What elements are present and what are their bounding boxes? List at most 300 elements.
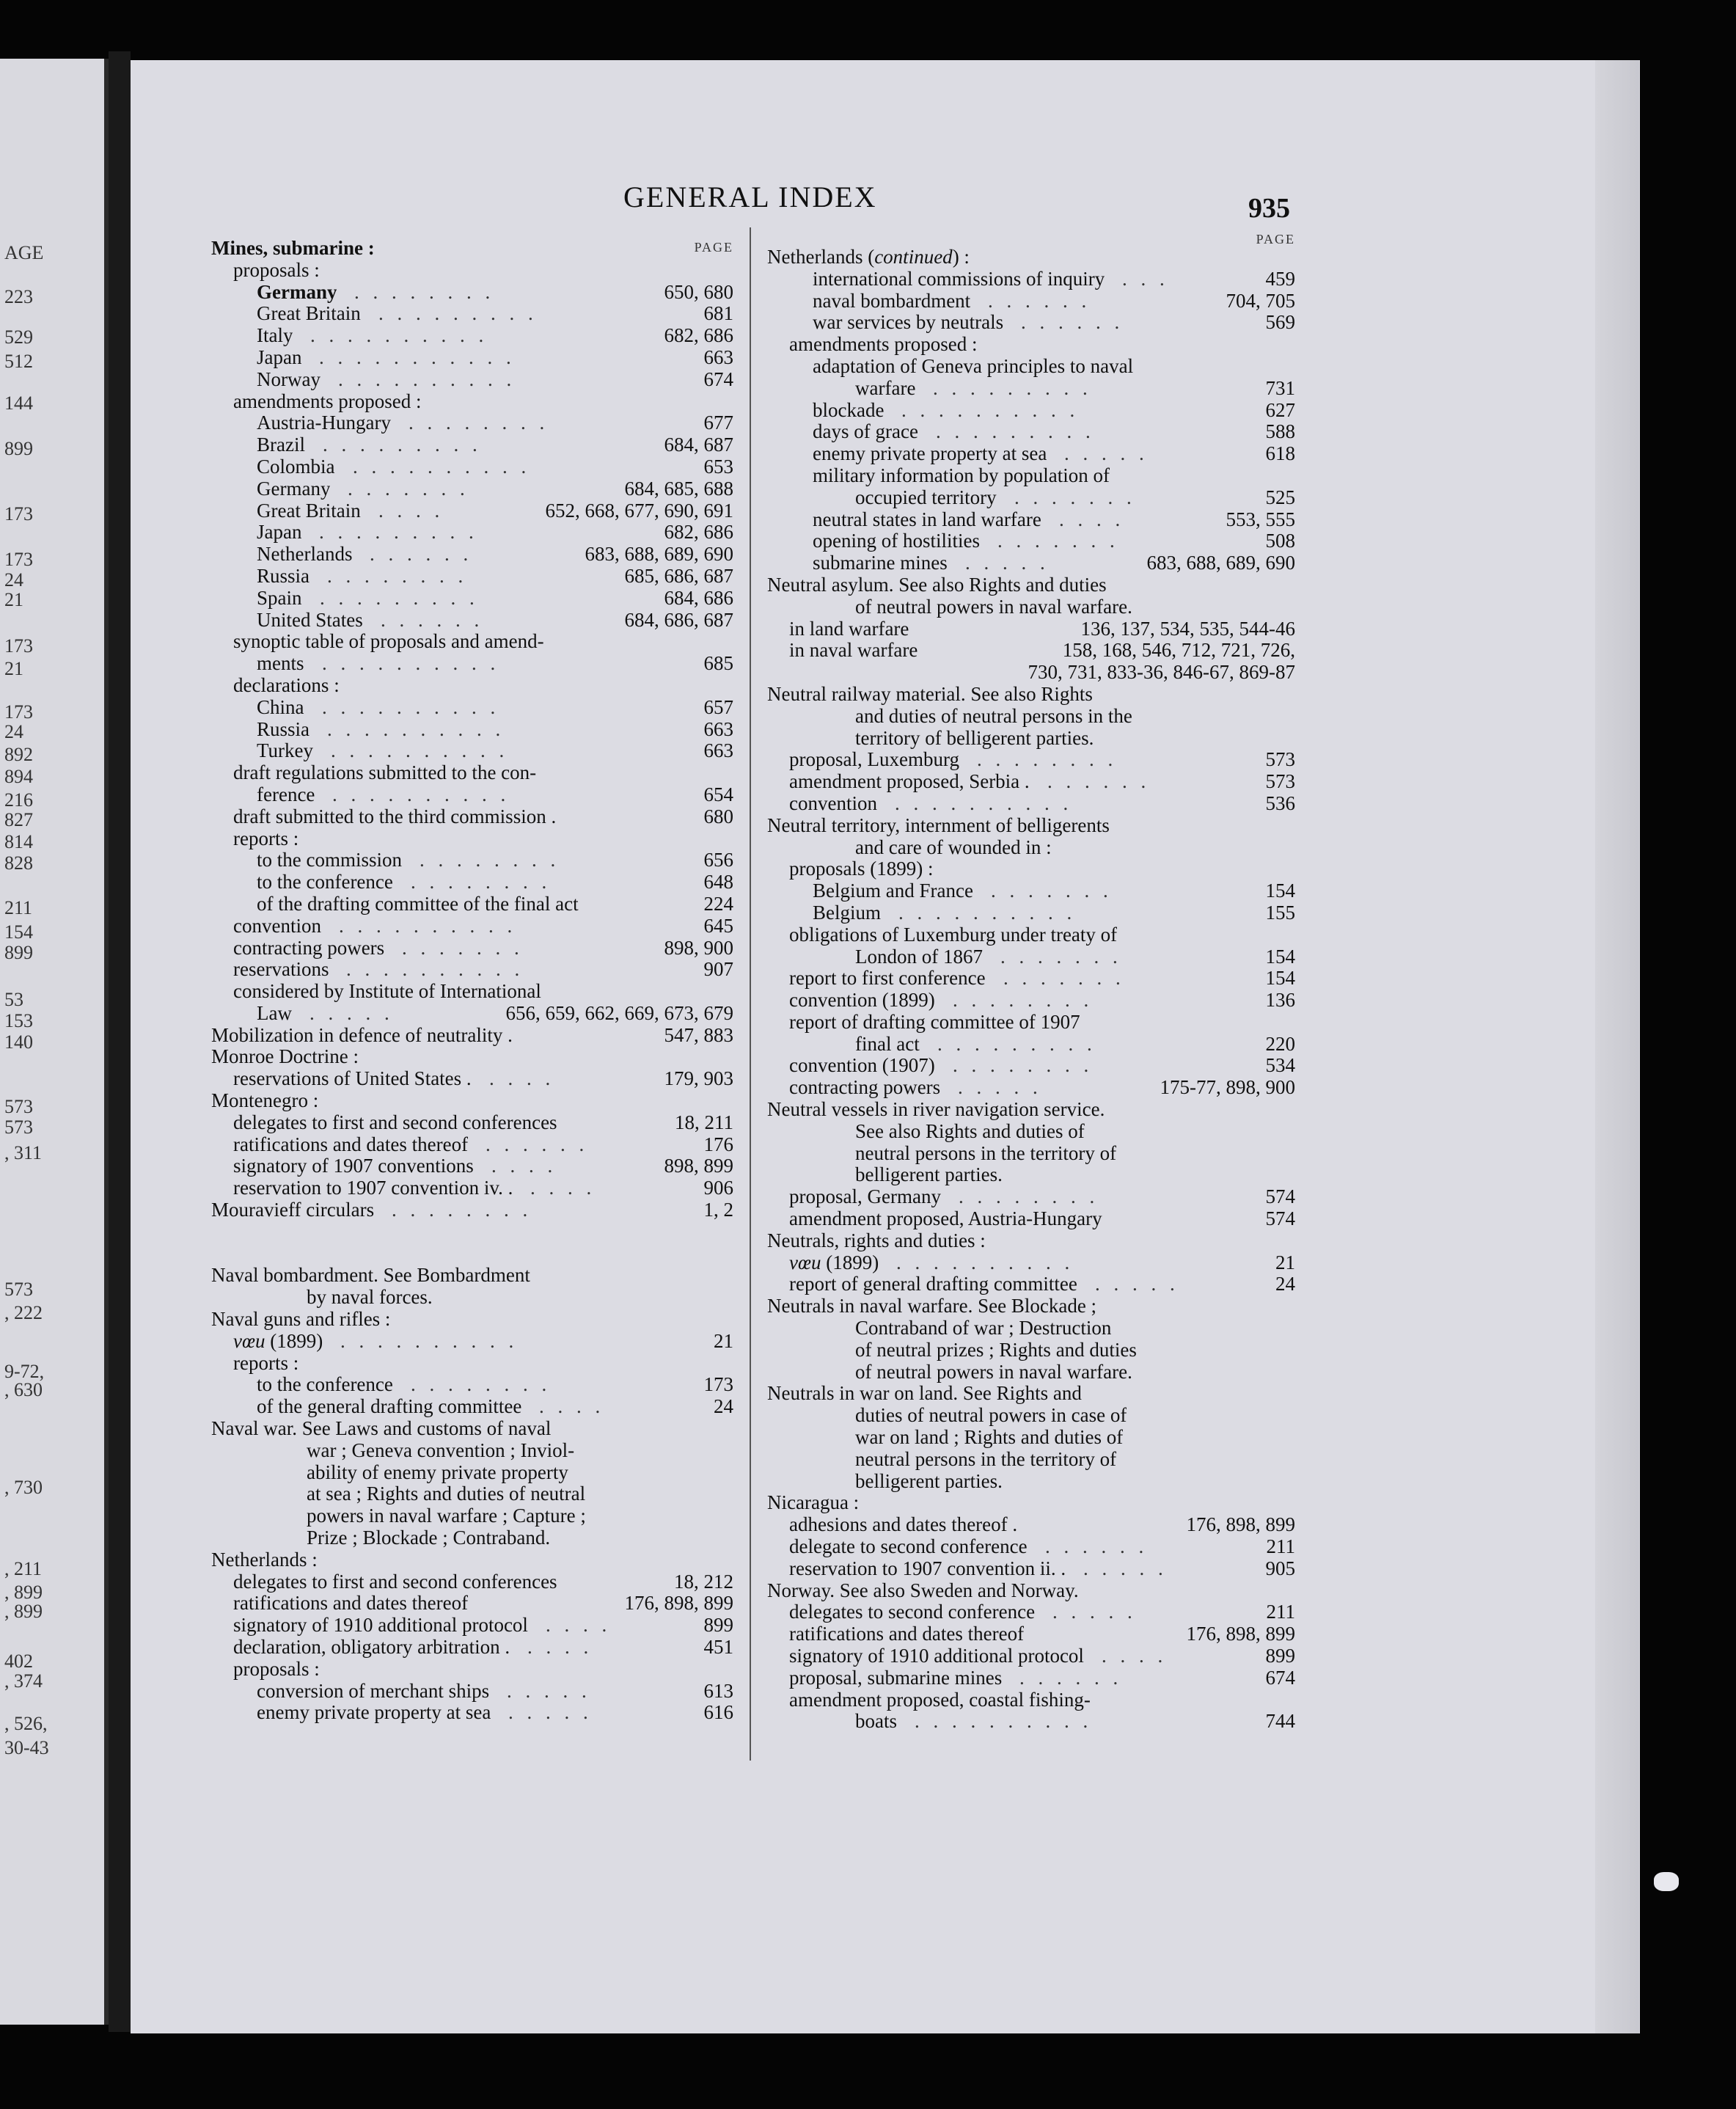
- entry-pages: 547, 883: [664, 1023, 733, 1046]
- sliver-page-number: 211: [4, 897, 33, 918]
- entry-label: reports :: [233, 1352, 299, 1374]
- page-title: GENERAL INDEX: [623, 180, 877, 213]
- entry-label: convention: [789, 792, 877, 814]
- dot-leader: . . . . . .: [988, 290, 1091, 312]
- entry-pages: 158, 168, 546, 712, 721, 726,: [1062, 639, 1295, 662]
- index-entry: [211, 631, 733, 653]
- entry-label: at sea ; Rights and duties of neutral: [307, 1483, 586, 1505]
- entry-label: days of grace: [813, 421, 918, 443]
- entry-label: duties of neutral powers in case of: [855, 1405, 1127, 1427]
- entry-label: Germany: [257, 478, 331, 500]
- index-entry: [211, 1681, 733, 1703]
- index-entry: [211, 412, 733, 434]
- sliver-page-number: 144: [4, 392, 33, 414]
- entry-label: Great Britain: [257, 303, 361, 325]
- index-entry: [767, 378, 1295, 400]
- entry-label: war on land ; Rights and duties of: [855, 1427, 1124, 1449]
- entry-label: ratifications and dates thereof: [233, 1133, 469, 1155]
- entry-label: draft regulations submitted to the con-: [233, 762, 537, 784]
- entry-pages: 618: [1265, 442, 1295, 465]
- entry-pages: 685: [703, 652, 733, 675]
- sliver-page-number: 223: [4, 286, 33, 307]
- entry-label: of the general drafting committee: [257, 1396, 522, 1418]
- index-entry: [211, 1134, 733, 1156]
- sliver-page-number: 216: [4, 789, 33, 811]
- dot-leader: . . .: [1122, 268, 1169, 290]
- dot-leader: . . . . .: [507, 1680, 591, 1702]
- entry-label: amendment proposed, Serbia .: [789, 771, 1030, 793]
- index-entry: [767, 749, 1295, 771]
- dot-leader: . . . . . . . . .: [933, 377, 1092, 399]
- index-entry: [767, 312, 1295, 334]
- index-entry: [211, 1593, 733, 1615]
- entry-label: neutral persons in the territory of: [855, 1142, 1117, 1164]
- entry-label: occupied territory: [855, 486, 997, 508]
- entry-label: Monroe Doctrine :: [211, 1046, 359, 1068]
- dot-leader: . . . . .: [1095, 1273, 1179, 1295]
- dot-leader: . . . . . . . .: [409, 412, 549, 434]
- sliver-page-number: 24: [4, 569, 23, 591]
- entry-pages: 704, 705: [1226, 289, 1295, 312]
- dot-leader: . . . . .: [310, 1002, 394, 1024]
- sliver-page-number: 827: [4, 809, 33, 830]
- index-entry: [211, 282, 733, 304]
- entry-pages: 650, 680: [664, 280, 733, 303]
- entry-pages: 680: [703, 805, 733, 827]
- index-entry: [211, 697, 733, 719]
- sliver-page-number: 140: [4, 1031, 33, 1053]
- sliver-page-number: 21: [4, 589, 23, 610]
- entry-label: amendments proposed :: [789, 334, 978, 356]
- dot-leader: . . . . . . . .: [977, 749, 1118, 771]
- entry-pages: 224: [703, 892, 733, 915]
- entry-label: and duties of neutral persons in the: [855, 705, 1132, 727]
- index-entry: [211, 893, 733, 915]
- entry-label: Japan: [257, 522, 302, 544]
- index-entry: [767, 509, 1295, 531]
- entry-label: proposal, submarine mines: [789, 1667, 1003, 1689]
- sliver-page-number: 173: [4, 549, 33, 570]
- index-entry: [767, 596, 1295, 618]
- entry-label: synoptic table of proposals and amend-: [233, 631, 544, 653]
- entry-label: in naval warfare: [789, 640, 918, 662]
- dot-leader: . . . . . .: [381, 609, 484, 631]
- dot-leader: . . . . . . . . . .: [327, 718, 505, 740]
- sliver-page-number: 402: [4, 1651, 33, 1672]
- dot-leader: . . . . . .: [1045, 1536, 1149, 1558]
- entry-pages: 574: [1265, 1207, 1295, 1230]
- entry-label: United States: [257, 609, 363, 631]
- entry-pages: 154: [1265, 880, 1295, 902]
- entry-pages: 683, 688, 689, 690: [585, 543, 733, 566]
- index-entry: [211, 1068, 733, 1090]
- entry-label: signatory of 1910 additional protocol: [789, 1645, 1084, 1667]
- index-entry: [767, 1492, 1295, 1514]
- index-entry: [211, 981, 733, 1003]
- entry-label: Turkey: [257, 740, 314, 762]
- entry-label: Neutral territory, internment of belligerents: [767, 814, 1110, 836]
- entry-label: by naval forces.: [307, 1287, 433, 1309]
- entry-pages: 681: [703, 302, 733, 325]
- dot-leader: . . . . . . . . . .: [322, 696, 500, 718]
- index-entry: [211, 1090, 733, 1112]
- index-entry: [767, 1339, 1295, 1361]
- index-entry: [767, 400, 1295, 422]
- sliver-page-number: 899: [4, 438, 33, 459]
- entry-label: Contraband of war ; Destruction: [855, 1317, 1112, 1339]
- entry-pages: 211: [1266, 1535, 1295, 1558]
- index-entry: [211, 369, 733, 391]
- index-entry: [767, 706, 1295, 728]
- entry-label: proposals :: [233, 1658, 320, 1680]
- dot-leader: . . . . . . . . . .: [895, 792, 1073, 814]
- entry-label: reservations of United States .: [233, 1068, 472, 1090]
- entry-pages: 154: [1265, 967, 1295, 990]
- entry-label: delegates to first and second conferences: [233, 1111, 557, 1133]
- entry-label: delegate to second conference: [789, 1536, 1028, 1558]
- index-entry: [211, 1155, 733, 1177]
- entry-label: Great Britain: [257, 500, 361, 522]
- entry-pages: 136: [1265, 989, 1295, 1012]
- entry-label: enemy private property at sea: [257, 1702, 491, 1724]
- index-entry: [767, 1273, 1295, 1295]
- dot-leader: . . . .: [1059, 508, 1125, 530]
- entry-pages: 553, 555: [1226, 508, 1295, 530]
- index-entry: [211, 1243, 733, 1265]
- index-entry: [767, 268, 1295, 290]
- index-entry: [767, 618, 1295, 640]
- index-entry: [767, 968, 1295, 990]
- entry-label: powers in naval warfare ; Capture ;: [307, 1505, 586, 1527]
- index-entry: [211, 1637, 733, 1659]
- index-entry: [767, 1186, 1295, 1208]
- entry-label: enemy private property at sea: [813, 443, 1047, 465]
- index-entry: [211, 588, 733, 610]
- index-entry: [767, 1667, 1295, 1689]
- entry-pages: 731: [1265, 376, 1295, 399]
- index-entry: [767, 1580, 1295, 1602]
- index-entry: [211, 347, 733, 369]
- index-entry: [767, 1645, 1295, 1667]
- entry-pages: 588: [1265, 420, 1295, 443]
- sliver-page-number: , 730: [4, 1477, 43, 1498]
- entry-pages: 627: [1265, 398, 1295, 421]
- entry-label: draft submitted to the third commission .: [233, 805, 557, 827]
- index-entry: [767, 990, 1295, 1012]
- entry-pages: 656: [703, 849, 733, 871]
- entry-pages: 683, 688, 689, 690: [1146, 552, 1295, 574]
- dot-leader: . . . . . . . .: [327, 565, 468, 587]
- index-entry: [767, 574, 1295, 596]
- entry-label: Prize ; Blockade ; Contraband.: [307, 1527, 551, 1549]
- entry-pages: 176: [703, 1133, 733, 1155]
- entry-label: Belgium: [813, 902, 881, 924]
- dot-leader: . . . . . . . . .: [319, 522, 478, 544]
- index-entry: [767, 1623, 1295, 1645]
- column-heading: PAGE: [694, 240, 733, 255]
- dot-leader: . . . . . . . . . .: [338, 368, 516, 390]
- dot-leader: . . . .: [546, 1615, 612, 1637]
- entry-pages: 154: [1265, 945, 1295, 968]
- dot-leader: . . . . . . . . .: [323, 434, 482, 456]
- index-entry: [211, 1112, 733, 1134]
- entry-label: of neutral prizes ; Rights and duties: [855, 1339, 1137, 1361]
- entry-label: to the conference: [257, 871, 393, 893]
- index-entry: [211, 871, 733, 893]
- entry-pages: 173: [703, 1373, 733, 1396]
- entry-label: Germany: [257, 281, 337, 303]
- index-entry: [211, 740, 733, 762]
- index-entry: [767, 1252, 1295, 1274]
- entry-label: Law: [257, 1002, 292, 1024]
- entry-label: Neutral asylum. See also Rights and duties: [767, 574, 1107, 596]
- entry-label: adaptation of Geneva principles to naval: [813, 355, 1134, 377]
- dot-leader: . . . .: [527, 1637, 593, 1658]
- entry-pages: 24: [1275, 1273, 1295, 1295]
- index-entry: [211, 1440, 733, 1462]
- entry-label: Mouravieff circulars: [211, 1199, 375, 1221]
- index-entry: [767, 530, 1295, 552]
- index-entry: [211, 522, 733, 544]
- entry-pages: 616: [703, 1701, 733, 1724]
- entry-label: Neutrals in naval warfare. See Blockade ;: [767, 1295, 1097, 1317]
- index-entry: [211, 1003, 733, 1025]
- index-entry: [767, 465, 1295, 487]
- entry-label: Naval bombardment. See Bombardment: [211, 1265, 530, 1287]
- index-entry: [211, 610, 733, 632]
- index-entry: [767, 246, 1295, 268]
- index-entry: [767, 815, 1295, 837]
- entry-pages: 613: [703, 1679, 733, 1702]
- dot-leader: . . . . . . . . .: [937, 1033, 1096, 1055]
- index-entry: [211, 1287, 733, 1309]
- index-entry: [211, 762, 733, 784]
- entry-label: ference: [257, 783, 315, 805]
- dot-leader: . . . . . . . . .: [378, 303, 538, 325]
- index-entry: [211, 675, 733, 697]
- entry-label: belligerent parties.: [855, 1470, 1003, 1492]
- index-entry: [211, 1615, 733, 1637]
- entry-pages: 652, 668, 677, 690, 691: [545, 499, 733, 522]
- dot-leader: . . . . . . .: [402, 937, 524, 959]
- entry-label: opening of hostilities: [813, 530, 980, 552]
- entry-pages: 677: [703, 412, 733, 434]
- sliver-page-number: 573: [4, 1116, 33, 1138]
- entry-pages: 682, 686: [664, 521, 733, 544]
- entry-label: reservation to 1907 convention ii. .: [789, 1557, 1066, 1579]
- index-entry: [211, 1396, 733, 1418]
- entry-label: and care of wounded in :: [855, 836, 1052, 858]
- sliver-page-number: 814: [4, 831, 33, 852]
- sliver-page-number: , 526,: [4, 1713, 48, 1734]
- entry-pages: 730, 731, 833-36, 846-67, 869-87: [1028, 661, 1295, 684]
- entry-pages: 684, 686: [664, 586, 733, 609]
- index-entry: [211, 959, 733, 981]
- sliver-page-number: 21: [4, 658, 23, 679]
- dot-leader: . . . . . . . . . .: [898, 902, 1077, 924]
- dot-leader: . . . . . . . . . .: [346, 959, 524, 981]
- entry-pages: 1, 2: [703, 1199, 733, 1221]
- entry-label: Naval war. See Laws and customs of naval: [211, 1418, 552, 1440]
- page-right-edge: [1595, 60, 1639, 2033]
- dot-leader: . . . . . . . . . .: [353, 456, 531, 478]
- entry-label: Mines, submarine :: [211, 238, 375, 259]
- entry-pages: 211: [1266, 1601, 1295, 1623]
- dot-leader: . . . . . . . .: [953, 990, 1094, 1012]
- index-entry: [767, 552, 1295, 574]
- entry-label: of neutral powers in naval warfare.: [855, 1361, 1132, 1383]
- entry-pages: 654: [703, 783, 733, 805]
- book-gutter: [109, 51, 131, 2032]
- index-entry: [211, 478, 733, 500]
- sliver-page-number: 173: [4, 701, 33, 723]
- entry-label: convention (1907): [789, 1055, 935, 1077]
- index-entry: [767, 421, 1295, 443]
- entry-pages: 573: [1265, 748, 1295, 771]
- dot-leader: . . . . .: [958, 1077, 1042, 1099]
- entry-label: proposal, Luxemburg: [789, 749, 959, 771]
- entry-label: considered by Institute of International: [233, 981, 541, 1003]
- entry-label: Brazil: [257, 434, 305, 456]
- index-entry: [211, 544, 733, 566]
- entry-label: Netherlands :: [211, 1549, 318, 1571]
- entry-pages: 899: [703, 1614, 733, 1637]
- index-entry: [211, 828, 733, 850]
- index-entry: [211, 260, 733, 282]
- index-entry: [767, 858, 1295, 880]
- entry-label: amendment proposed, Austria-Hungary: [789, 1208, 1102, 1230]
- entry-label: delegates to first and second conferences: [233, 1571, 557, 1593]
- entry-pages: 899: [1265, 1645, 1295, 1667]
- entry-pages: 898, 899: [664, 1155, 733, 1177]
- dot-leader: . . . . . .: [1047, 771, 1151, 793]
- index-entry: [767, 662, 1295, 684]
- entry-pages: 536: [1265, 792, 1295, 814]
- index-entry: [767, 728, 1295, 750]
- entry-pages: 657: [703, 695, 733, 718]
- dot-leader: . . . . . . .: [1003, 968, 1125, 990]
- entry-label: war services by neutrals: [813, 312, 1004, 334]
- entry-label: convention: [233, 915, 321, 937]
- entry-label: Italy: [257, 325, 293, 347]
- index-entry: [767, 1361, 1295, 1384]
- entry-label: Austria-Hungary: [257, 412, 391, 434]
- entry-pages: 663: [703, 717, 733, 740]
- entry-pages: 179, 903: [664, 1067, 733, 1090]
- dot-leader: . . . . . .: [1019, 1667, 1123, 1689]
- index-entry: [211, 456, 733, 478]
- entry-label: adhesions and dates thereof .: [789, 1514, 1018, 1536]
- entry-pages: 898, 900: [664, 936, 733, 959]
- index-entry: [767, 880, 1295, 902]
- scan-speck: [1654, 1872, 1679, 1891]
- index-entry: [767, 684, 1295, 706]
- index-entry: [767, 1164, 1295, 1186]
- entry-label: Belgium and France: [813, 880, 973, 902]
- dot-leader: . . . . . . . .: [420, 849, 560, 871]
- entry-pages: 21: [1275, 1251, 1295, 1273]
- entry-label: See also Rights and duties of: [855, 1120, 1085, 1142]
- entry-label: conversion of merchant ships: [257, 1680, 490, 1702]
- dot-leader: . . . . . . .: [991, 880, 1113, 902]
- page-number: 935: [1248, 193, 1290, 224]
- sliver-page-number: 173: [4, 503, 33, 524]
- entry-label: declaration, obligatory arbitration .: [233, 1637, 510, 1658]
- column-divider: [750, 227, 751, 1761]
- entry-pages: 136, 137, 534, 535, 544-46: [1080, 617, 1295, 640]
- entry-label: warfare: [855, 377, 916, 399]
- index-entry: [767, 356, 1295, 378]
- entry-pages: 663: [703, 739, 733, 762]
- index-entry: [211, 915, 733, 937]
- entry-pages: 451: [703, 1636, 733, 1658]
- sliver-page-number: 30-43: [4, 1737, 49, 1758]
- entry-label: Nicaragua :: [767, 1492, 860, 1514]
- entry-label: in land warfare: [789, 618, 909, 640]
- entry-label: Neutrals, rights and duties :: [767, 1229, 986, 1251]
- entry-label: reports :: [233, 827, 299, 849]
- entry-label: report of general drafting committee: [789, 1273, 1077, 1295]
- entry-pages: 744: [1265, 1710, 1295, 1733]
- index-entry: [211, 1221, 733, 1243]
- entry-label: Netherlands: [257, 544, 353, 566]
- index-entry: [211, 1177, 733, 1199]
- index-entry: [211, 1549, 733, 1571]
- dot-leader: . . . . . . . .: [392, 1199, 532, 1221]
- index-entry: [211, 1046, 733, 1068]
- sliver-page-number: , 311: [4, 1142, 43, 1163]
- index-entry: [767, 290, 1295, 312]
- dot-leader: . . . . .: [508, 1702, 593, 1724]
- index-entry: [211, 1462, 733, 1484]
- entry-pages: 684, 687: [664, 434, 733, 456]
- index-entry: [211, 937, 733, 960]
- entry-label: Netherlands (continued) :: [767, 246, 970, 268]
- entry-pages: 176, 898, 899: [1186, 1623, 1295, 1645]
- index-entry: [211, 1265, 733, 1287]
- index-entry: [211, 849, 733, 871]
- entry-label: declarations :: [233, 674, 340, 696]
- index-entry: [767, 1405, 1295, 1427]
- sliver-page-number: 529: [4, 326, 33, 348]
- entry-label: Naval guns and rifles :: [211, 1309, 391, 1331]
- entry-label: China: [257, 696, 304, 718]
- index-entry: [767, 924, 1295, 946]
- index-entry: [767, 1471, 1295, 1493]
- dot-leader: . . . . . . . . . .: [901, 399, 1080, 421]
- entry-label: ratifications and dates thereof: [233, 1593, 469, 1615]
- index-entry: [211, 391, 733, 413]
- index-entry: [211, 1199, 733, 1221]
- index-entry: [767, 1077, 1295, 1099]
- entry-pages: 656, 659, 662, 669, 673, 679: [505, 1001, 733, 1024]
- sliver-page-number: 9-72,: [4, 1361, 45, 1382]
- index-entry: [211, 1025, 733, 1047]
- index-entry: [211, 325, 733, 347]
- dot-leader: . . . . . . . . . .: [340, 1330, 519, 1352]
- sliver-page-number: 24: [4, 721, 23, 742]
- entry-pages: 653: [703, 455, 733, 478]
- entry-label: final act: [855, 1033, 920, 1055]
- entry-label: Japan: [257, 346, 302, 368]
- entry-pages: 684, 685, 688: [624, 477, 733, 500]
- entry-pages: 682, 686: [664, 324, 733, 347]
- dot-leader: . . . . . . .: [348, 478, 469, 500]
- sliver-page-number: 573: [4, 1096, 33, 1117]
- index-entry: [211, 806, 733, 828]
- index-entry: [767, 334, 1295, 356]
- index-entry: [767, 1514, 1295, 1536]
